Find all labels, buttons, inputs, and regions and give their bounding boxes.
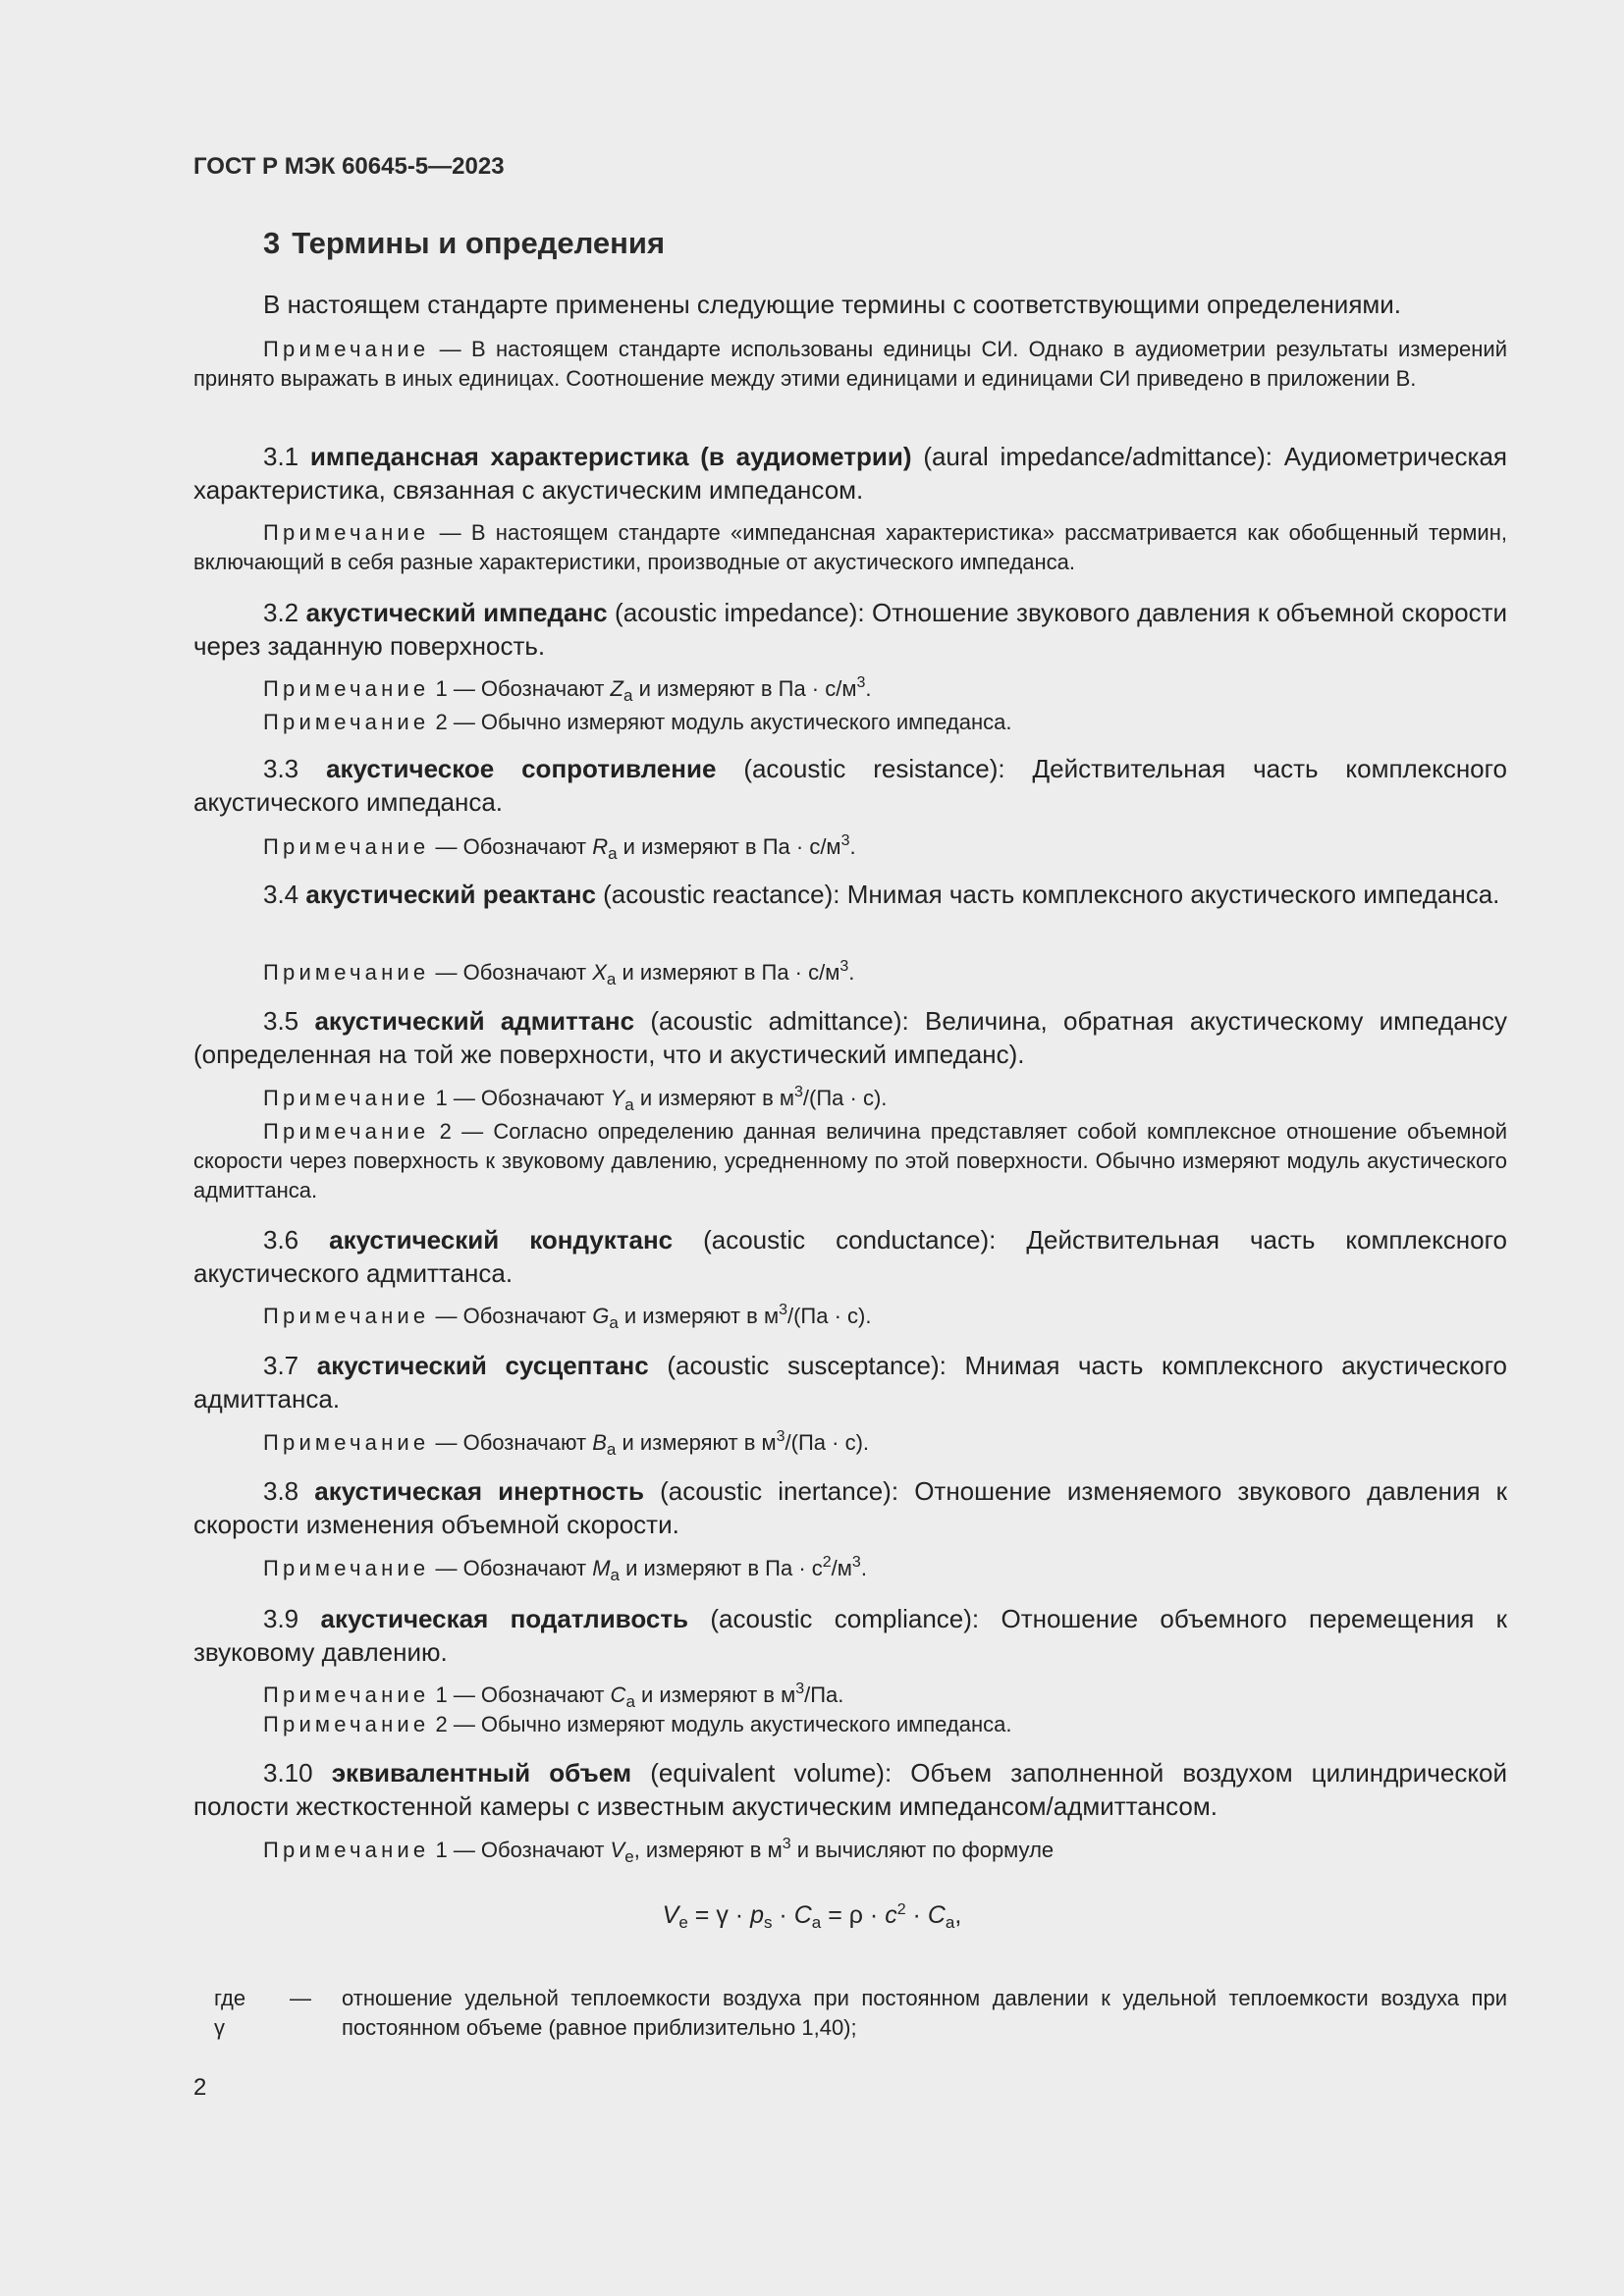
formula-symbol: V bbox=[662, 1901, 679, 1929]
note-3-8 bbox=[193, 1554, 1507, 1583]
document-header: ГОСТ Р МЭК 60645-5—2023 bbox=[193, 153, 505, 180]
term-name: акустическое сопротивление bbox=[326, 754, 717, 783]
note-label: Примечание bbox=[263, 1304, 430, 1328]
note-3-7 bbox=[193, 1428, 1507, 1458]
formula bbox=[0, 1901, 1624, 1930]
note-unit: и измеряют в Па · с/м bbox=[622, 960, 840, 985]
term-english: (acoustic resistance): bbox=[743, 754, 1005, 783]
term-english: (acoustic compliance): bbox=[710, 1604, 980, 1633]
note-unit: и измеряют в Па · с bbox=[625, 1556, 823, 1580]
formula-symbol: C bbox=[927, 1901, 946, 1929]
formula-operator: · bbox=[912, 1901, 921, 1929]
note-3-1 bbox=[193, 518, 1507, 577]
note-end: . bbox=[848, 960, 855, 985]
term-definition: Мнимая часть комплексного акустического адмиттанса. bbox=[193, 1351, 1507, 1414]
note-3-10-1 bbox=[193, 1836, 1507, 1865]
term-number: 3.8 bbox=[263, 1476, 299, 1506]
unit-superscript: 2 bbox=[822, 1554, 832, 1571]
term-english: (equivalent volume): bbox=[650, 1758, 893, 1788]
unit-superscript: 3 bbox=[782, 1836, 791, 1852]
symbol: Y bbox=[610, 1086, 625, 1110]
term-name: акустический реактанс bbox=[305, 880, 596, 909]
term-name: акустическая инертность bbox=[314, 1476, 644, 1506]
term-number: 3.7 bbox=[263, 1351, 299, 1380]
formula-superscript: 2 bbox=[896, 1901, 906, 1918]
note-unit: и измеряют в м bbox=[641, 1682, 796, 1707]
note-3-3 bbox=[193, 832, 1507, 862]
term-definition: Отношение изменяемого звукового давления к скорости изменения объемной скорости. bbox=[193, 1476, 1508, 1539]
term-number: 3.6 bbox=[263, 1225, 299, 1255]
term-english: (acoustic susceptance): bbox=[667, 1351, 947, 1380]
note-label: Примечание bbox=[263, 520, 430, 545]
symbol-subscript: e bbox=[624, 1847, 634, 1866]
term-number: 3.9 bbox=[263, 1604, 299, 1633]
term-name: акустическая податливость bbox=[320, 1604, 689, 1633]
legend-label: где γ bbox=[214, 1986, 246, 2040]
note-text: — Обозначают bbox=[435, 1430, 587, 1455]
term-english: (acoustic conductance): bbox=[703, 1225, 997, 1255]
term-number: 3.3 bbox=[263, 754, 299, 783]
term-name: эквивалентный объем bbox=[331, 1758, 632, 1788]
note-unit: , измеряют в м bbox=[633, 1838, 783, 1862]
term-3-4 bbox=[193, 878, 1507, 911]
term-definition: Действительная часть комплексного акустического импеданса. bbox=[193, 754, 1508, 817]
note-text: 2 — Обычно измеряют модуль акустического импеданса. bbox=[435, 1712, 1012, 1736]
note-text: 2 — Согласно определению данная величина представляет собой комплексное отношение объемной скорости через поверхность к звуковому давлению, усредненному по этой поверхности. Обычно измеряют модуль акустического адмиттанса. bbox=[193, 1119, 1507, 1202]
unit-superscript: 3 bbox=[839, 958, 849, 975]
note-end: /(Па · с). bbox=[785, 1430, 870, 1455]
note-text: 1 — Обозначают bbox=[435, 676, 605, 701]
term-definition: Аудиометрическая характеристика, связанная с акустическим импедансом. bbox=[193, 442, 1507, 505]
term-name: акустический импеданс bbox=[305, 598, 608, 627]
note-end: . bbox=[849, 834, 856, 859]
note-text: — В настоящем стандарте использованы единицы СИ. Однако в аудиометрии результаты измерений принято выражать в иных единицах. Соотношение между этими единицами и единицами СИ приведено в приложении В. bbox=[193, 337, 1507, 391]
formula-operator: = γ · bbox=[694, 1901, 744, 1929]
note-label: Примечание bbox=[263, 1838, 430, 1862]
formula-symbol: p bbox=[750, 1901, 764, 1929]
note-label: Примечание bbox=[263, 337, 430, 361]
formula-operator: = ρ · bbox=[828, 1901, 879, 1929]
formula-symbol: c bbox=[885, 1901, 897, 1929]
note-label: Примечание bbox=[263, 1430, 430, 1455]
note-label: Примечание bbox=[263, 676, 430, 701]
note-label: Примечание bbox=[263, 1086, 430, 1110]
unit-superscript: 3 bbox=[856, 674, 866, 691]
note-text: — Обозначают bbox=[435, 834, 587, 859]
term-number: 3.10 bbox=[263, 1758, 313, 1788]
symbol: B bbox=[592, 1430, 607, 1455]
note-3-6 bbox=[193, 1302, 1507, 1331]
term-english: (acoustic impedance): bbox=[615, 598, 865, 627]
note-text: 2 — Обычно измеряют модуль акустического импеданса. bbox=[435, 710, 1012, 734]
symbol: V bbox=[610, 1838, 625, 1862]
note-end: /Па. bbox=[804, 1682, 844, 1707]
note-label: Примечание bbox=[263, 1682, 430, 1707]
note-label: Примечание bbox=[263, 960, 430, 985]
term-3-1 bbox=[193, 440, 1507, 507]
term-name: импедансная характеристика (в аудиометрии) bbox=[309, 442, 912, 471]
note-3-5-2 bbox=[193, 1117, 1507, 1205]
note-unit: и измеряют в м bbox=[622, 1430, 777, 1455]
formula-symbol: C bbox=[793, 1901, 812, 1929]
note-text: — Обозначают bbox=[435, 960, 587, 985]
term-3-8 bbox=[193, 1474, 1507, 1541]
unit-superscript: 3 bbox=[776, 1428, 785, 1445]
intro-block bbox=[193, 288, 1507, 321]
note-end: /(Па · с). bbox=[786, 1304, 872, 1328]
term-english: (acoustic admittance): bbox=[650, 1006, 909, 1036]
symbol: R bbox=[592, 834, 609, 859]
symbol-subscript: a bbox=[625, 1692, 635, 1711]
term-number: 3.4 bbox=[263, 880, 299, 909]
symbol-subscript: a bbox=[606, 970, 617, 988]
section-number: 3 bbox=[263, 226, 281, 260]
section-heading bbox=[263, 226, 665, 261]
note-label: Примечание bbox=[263, 1556, 430, 1580]
symbol-subscript: a bbox=[610, 1566, 620, 1584]
symbol: C bbox=[610, 1682, 626, 1707]
legend-text: отношение удельной теплоемкости воздуха при постоянном давлении к удельной теплоемкости воздуха при постоянном объеме (равное приблизительно 1,40); bbox=[342, 1986, 1507, 2040]
formula-subscript: a bbox=[811, 1913, 822, 1932]
note-unit: и измеряют в Па · с/м bbox=[623, 834, 841, 859]
term-3-5 bbox=[193, 1004, 1507, 1071]
note-unit: и измеряют в м bbox=[639, 1086, 794, 1110]
note-unit: и измеряют в м bbox=[623, 1304, 780, 1328]
formula-subscript: a bbox=[945, 1913, 955, 1932]
symbol-subscript: a bbox=[608, 844, 618, 863]
term-3-9 bbox=[193, 1602, 1507, 1669]
note-3-9-2 bbox=[193, 1710, 1507, 1739]
note-end: /(Па · с). bbox=[802, 1086, 888, 1110]
note-end: . bbox=[860, 1556, 867, 1580]
note-text: — Обозначают bbox=[435, 1556, 587, 1580]
note-text: — Обозначают bbox=[435, 1304, 587, 1328]
term-number: 3.5 bbox=[263, 1006, 299, 1036]
note-unit: и измеряют в Па · с/м bbox=[638, 676, 857, 701]
unit-superscript: 3 bbox=[840, 832, 850, 849]
term-definition: Отношение объемного перемещения к звуковому давлению. bbox=[193, 1604, 1507, 1667]
term-english: (aural impedance/admittance): bbox=[923, 442, 1273, 471]
term-english: (acoustic inertance): bbox=[660, 1476, 899, 1506]
note-label: Примечание bbox=[263, 1712, 430, 1736]
formula-end: , bbox=[954, 1901, 962, 1929]
term-3-2 bbox=[193, 596, 1507, 663]
legend-dash: — bbox=[290, 1986, 311, 2010]
note-3-2-1 bbox=[193, 674, 1507, 704]
formula-operator: · bbox=[779, 1901, 787, 1929]
term-definition: Объем заполненной воздухом цилиндрической полости жесткостенной камеры с известным акустическим импедансом/адмиттансом. bbox=[193, 1758, 1507, 1821]
term-3-6 bbox=[193, 1223, 1507, 1290]
symbol-subscript: a bbox=[623, 686, 633, 705]
note-end: и вычисляют по формуле bbox=[796, 1838, 1055, 1862]
unit-superscript: 3 bbox=[794, 1084, 803, 1100]
note-text: 1 — Обозначают bbox=[435, 1838, 605, 1862]
page-number: 2 bbox=[193, 2074, 207, 2101]
term-name: акустический адмиттанс bbox=[314, 1006, 635, 1036]
note-label: Примечание bbox=[263, 1119, 430, 1144]
term-number: 3.1 bbox=[263, 442, 299, 471]
unit-superscript: 3 bbox=[851, 1554, 861, 1571]
term-number: 3.2 bbox=[263, 598, 299, 627]
term-english: (acoustic reactance): bbox=[603, 880, 840, 909]
term-name: акустический сусцептанс bbox=[316, 1351, 649, 1380]
note-text: — В настоящем стандарте «импедансная характеристика» рассматривается как обобщенный термин, включающий в себя разные характеристики, производные от акустического импеданса. bbox=[193, 520, 1507, 574]
formula-subscript: e bbox=[678, 1913, 688, 1932]
symbol: M bbox=[592, 1556, 611, 1580]
intro-note bbox=[193, 335, 1507, 394]
symbol-subscript: a bbox=[624, 1095, 634, 1114]
term-name: акустический кондуктанс bbox=[329, 1225, 674, 1255]
symbol-subscript: a bbox=[609, 1313, 619, 1332]
note-label: Примечание bbox=[263, 710, 430, 734]
symbol: X bbox=[592, 960, 607, 985]
note-unit-mid: /м bbox=[831, 1556, 852, 1580]
symbol: Z bbox=[610, 676, 623, 701]
unit-superscript: 3 bbox=[779, 1302, 787, 1318]
term-3-7 bbox=[193, 1349, 1507, 1415]
note-3-2-2 bbox=[193, 708, 1507, 737]
unit-superscript: 3 bbox=[795, 1681, 805, 1697]
note-3-5-1 bbox=[193, 1084, 1507, 1113]
note-3-9-1 bbox=[193, 1681, 1507, 1710]
note-text: 1 — Обозначают bbox=[435, 1086, 605, 1110]
term-definition: Отношение звукового давления к объемной скорости через заданную поверхность. bbox=[193, 598, 1508, 661]
note-label: Примечание bbox=[263, 834, 430, 859]
symbol: G bbox=[592, 1304, 610, 1328]
section-title: Термины и определения bbox=[292, 226, 666, 260]
term-3-3 bbox=[193, 752, 1507, 819]
term-definition: Мнимая часть комплексного акустического импеданса. bbox=[846, 880, 1500, 909]
term-3-10 bbox=[193, 1756, 1507, 1823]
term-definition: Действительная часть комплексного акустического адмиттанса. bbox=[193, 1225, 1507, 1288]
symbol-subscript: a bbox=[606, 1440, 617, 1459]
term-definition: Величина, обратная акустическому импедансу (определенная на той же поверхности, что и акустический импеданс). bbox=[193, 1006, 1508, 1069]
note-end: . bbox=[865, 676, 872, 701]
formula-subscript: s bbox=[763, 1913, 773, 1932]
note-text: 1 — Обозначают bbox=[435, 1682, 605, 1707]
note-3-4 bbox=[193, 958, 1507, 988]
intro-paragraph: В настоящем стандарте применены следующие термины с соответствующими определениями. bbox=[263, 290, 1402, 319]
